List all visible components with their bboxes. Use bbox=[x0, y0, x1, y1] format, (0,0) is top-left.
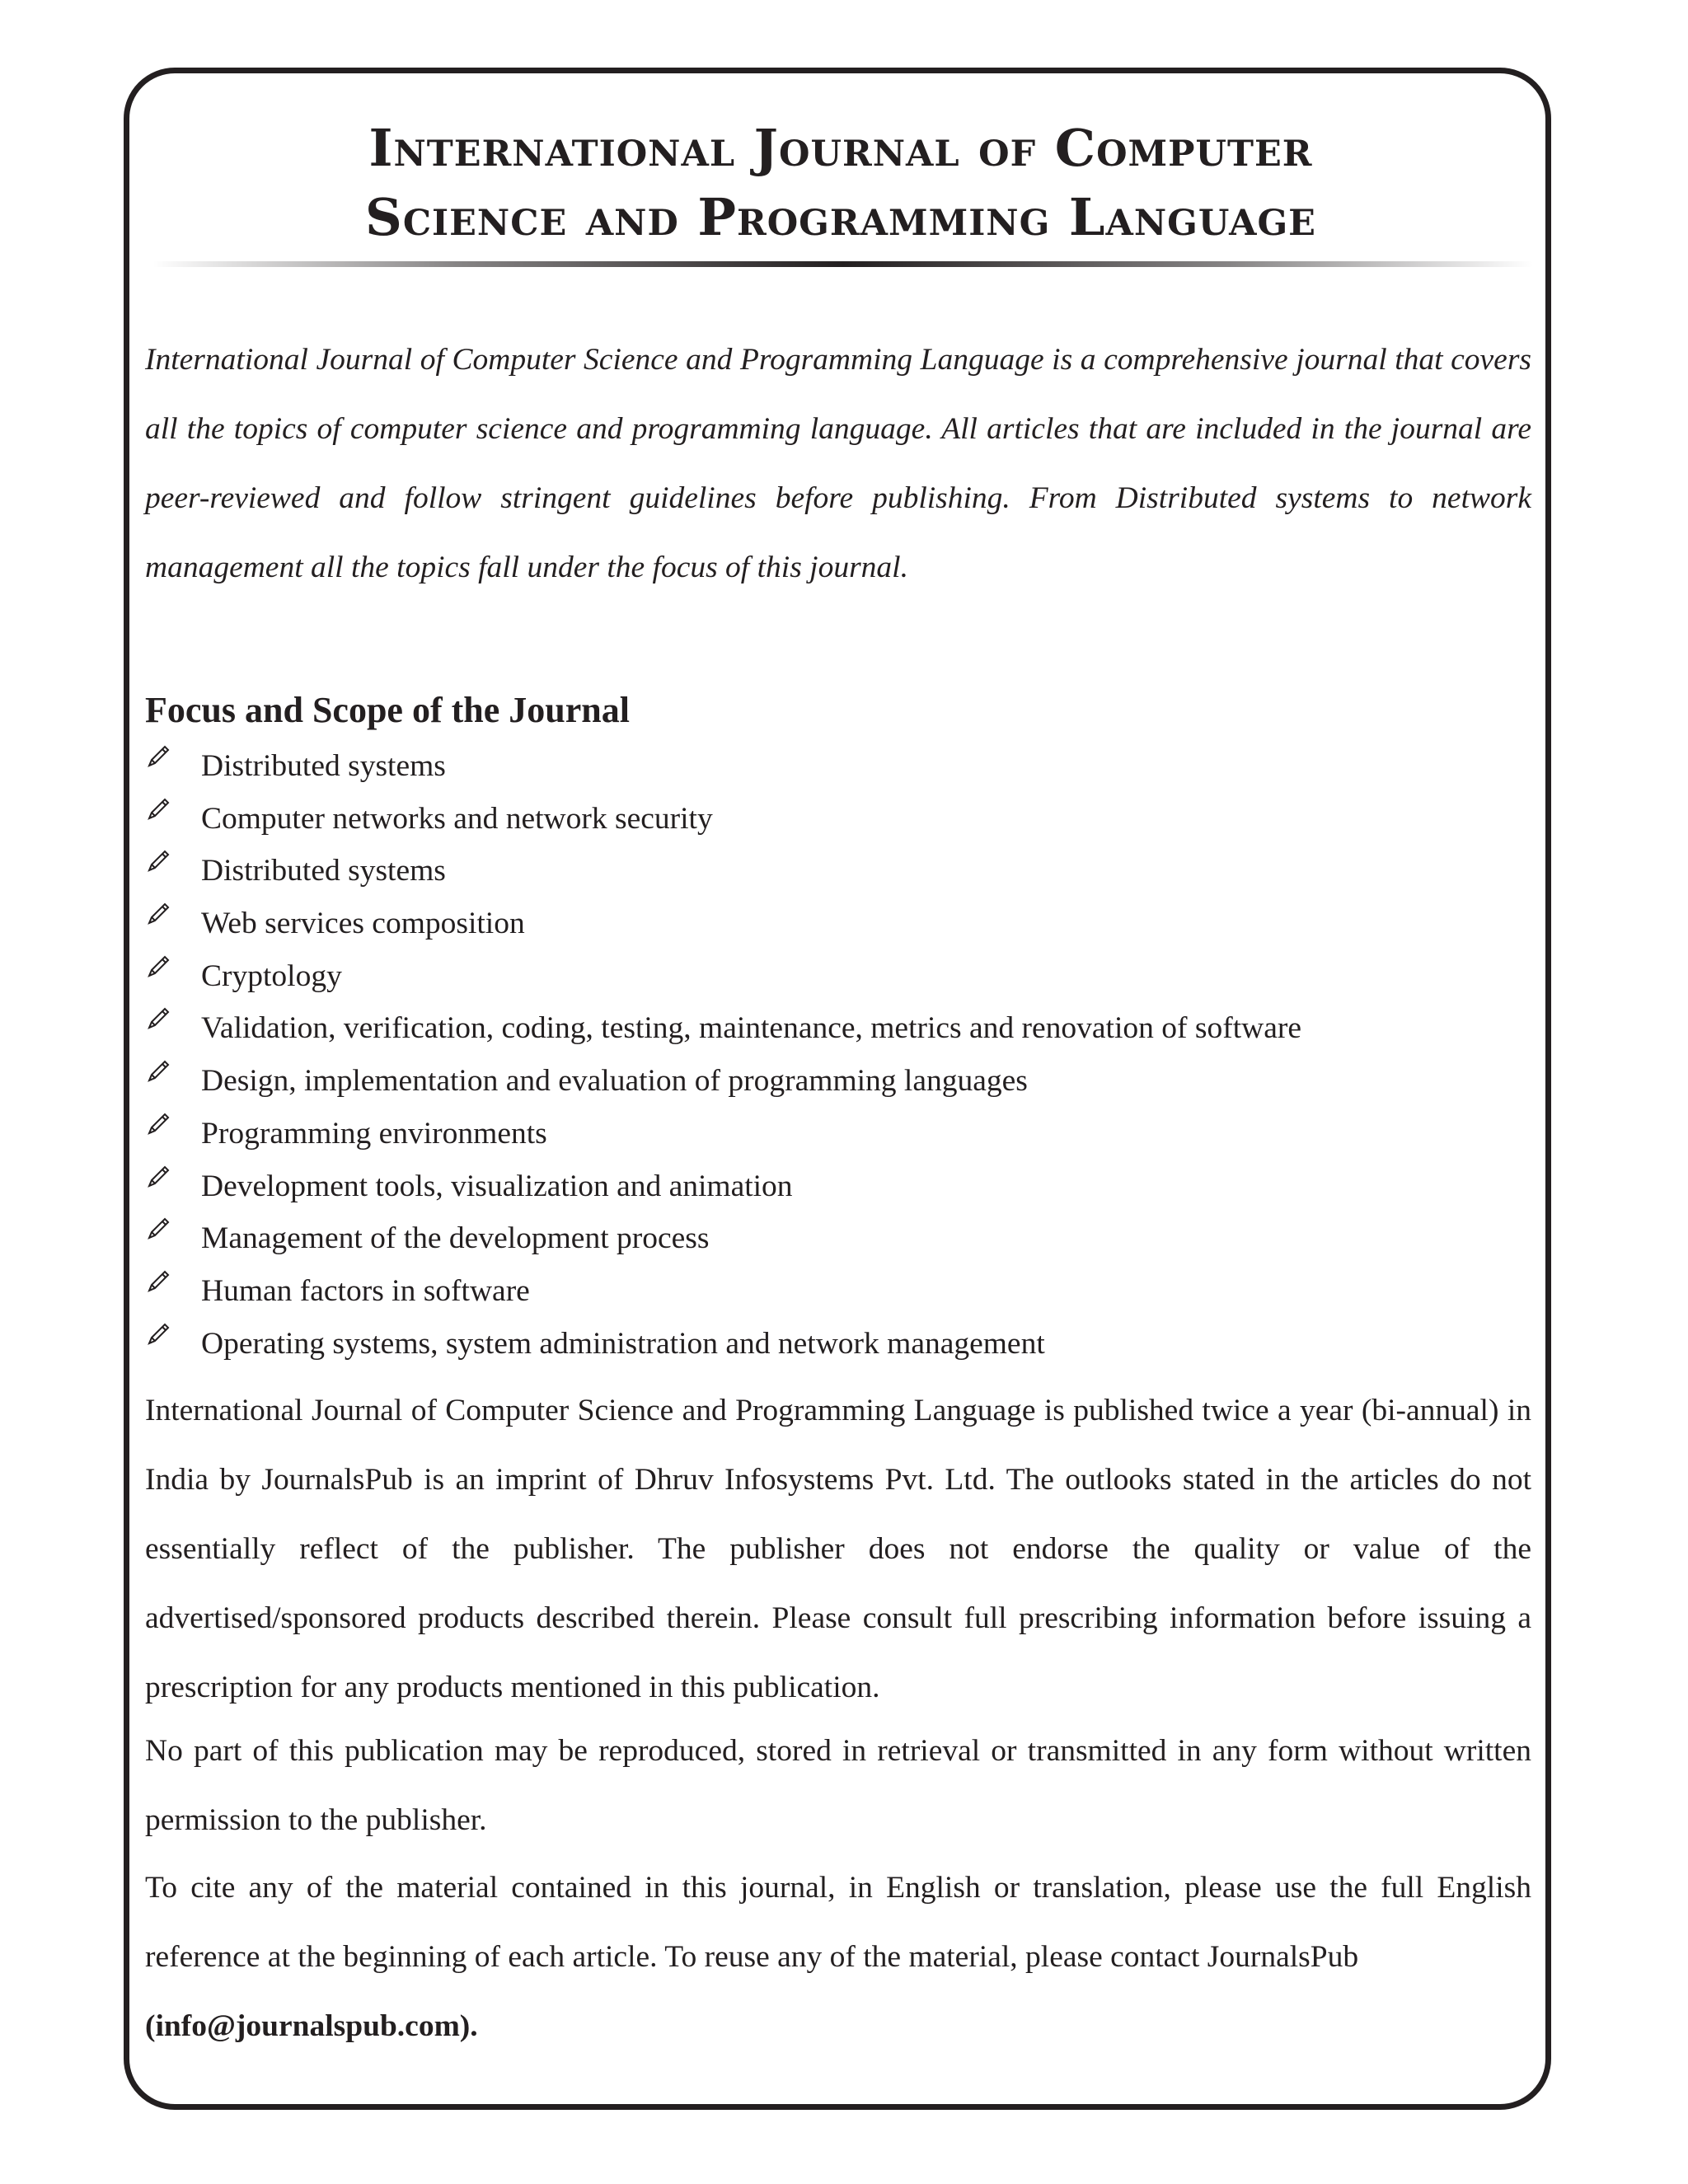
pencil-icon bbox=[145, 743, 171, 770]
intro-paragraph: International Journal of Computer Science and Programming Language is a comprehensive journal that covers all the topics of computer science and programming language. All articles that are included in the journal are peer-reviewed and follow stringent guidelines before publishing. From Distributed systems to network management all the topics fall under the focus of this journal. bbox=[145, 343, 1531, 584]
scope-item-text: Human factors in software bbox=[201, 1273, 530, 1308]
publication-paragraph: International Journal of Computer Science and Programming Language is published twice a year (bi-annual) in India by JournalsPub is an imprint of Dhruv Infosystems Pvt. Ltd. The outlooks stated in the articles do not essentially reflect of the publisher. The publisher does not endorse the quality or value of the advertised/sponsored products described therein. Please consult full prescribing information before issuing a prescription for any products mentioned in this publication. bbox=[145, 1394, 1531, 1704]
journal-title-line1: International Journal of Computer bbox=[368, 118, 1313, 178]
scope-item-text: Web services composition bbox=[201, 907, 525, 941]
copyright-paragraph: No part of this publication may be reproduced, stored in retrieval or transmitted in any form without written permission to the publisher. bbox=[145, 1734, 1531, 1837]
pencil-icon bbox=[145, 1268, 171, 1295]
pencil-icon bbox=[145, 1164, 171, 1190]
pencil-icon bbox=[145, 848, 171, 874]
scope-item-text: Operating systems, system administration and network management bbox=[201, 1326, 1045, 1361]
journal-title bbox=[148, 114, 1533, 252]
scope-item bbox=[145, 846, 1530, 899]
pencil-icon bbox=[145, 901, 171, 927]
scope-item bbox=[145, 1109, 1530, 1162]
scope-item bbox=[145, 1057, 1530, 1109]
pencil-icon bbox=[145, 1321, 171, 1347]
scope-item bbox=[145, 1267, 1530, 1319]
scope-item-text: Validation, verification, coding, testing, maintenance, metrics and renovation of software bbox=[201, 1011, 1301, 1046]
scope-item-text: Programming environments bbox=[201, 1116, 547, 1151]
pencil-icon bbox=[145, 1111, 171, 1137]
contact-email: (info@journalspub.com). bbox=[145, 2009, 478, 2043]
scope-item bbox=[145, 1004, 1530, 1057]
scope-item-text: Distributed systems bbox=[201, 749, 446, 783]
focus-heading: Focus and Scope of the Journal bbox=[145, 690, 630, 730]
scope-item bbox=[145, 1319, 1530, 1372]
pencil-icon bbox=[145, 1058, 171, 1085]
scope-item bbox=[145, 899, 1530, 952]
scope-item bbox=[145, 742, 1530, 794]
pencil-icon bbox=[145, 1005, 171, 1032]
scope-item-text: Computer networks and network security bbox=[201, 801, 713, 836]
pencil-icon bbox=[145, 1216, 171, 1242]
citation-text: To cite any of the material contained in this journal, in English or translation, please use the full English reference at the beginning of each article. To reuse any of the material, please contact JournalsPub bbox=[145, 1871, 1531, 1974]
scope-list bbox=[145, 742, 1530, 1371]
scope-item bbox=[145, 952, 1530, 1005]
scope-item bbox=[145, 794, 1530, 847]
scope-item-text: Management of the development process bbox=[201, 1221, 710, 1256]
scope-item-text: Design, implementation and evaluation of programming languages bbox=[201, 1064, 1028, 1099]
scope-item-text: Distributed systems bbox=[201, 854, 446, 888]
scope-item-text: Development tools, visualization and animation bbox=[201, 1169, 793, 1203]
pencil-icon bbox=[145, 796, 171, 823]
citation-paragraph bbox=[145, 1854, 1531, 2061]
pencil-icon bbox=[145, 954, 171, 980]
journal-title-line2: Science and Programming Language bbox=[365, 187, 1316, 247]
scope-item bbox=[145, 1162, 1530, 1215]
scope-item bbox=[145, 1214, 1530, 1267]
title-divider bbox=[152, 261, 1533, 267]
scope-item-text: Cryptology bbox=[201, 958, 342, 993]
